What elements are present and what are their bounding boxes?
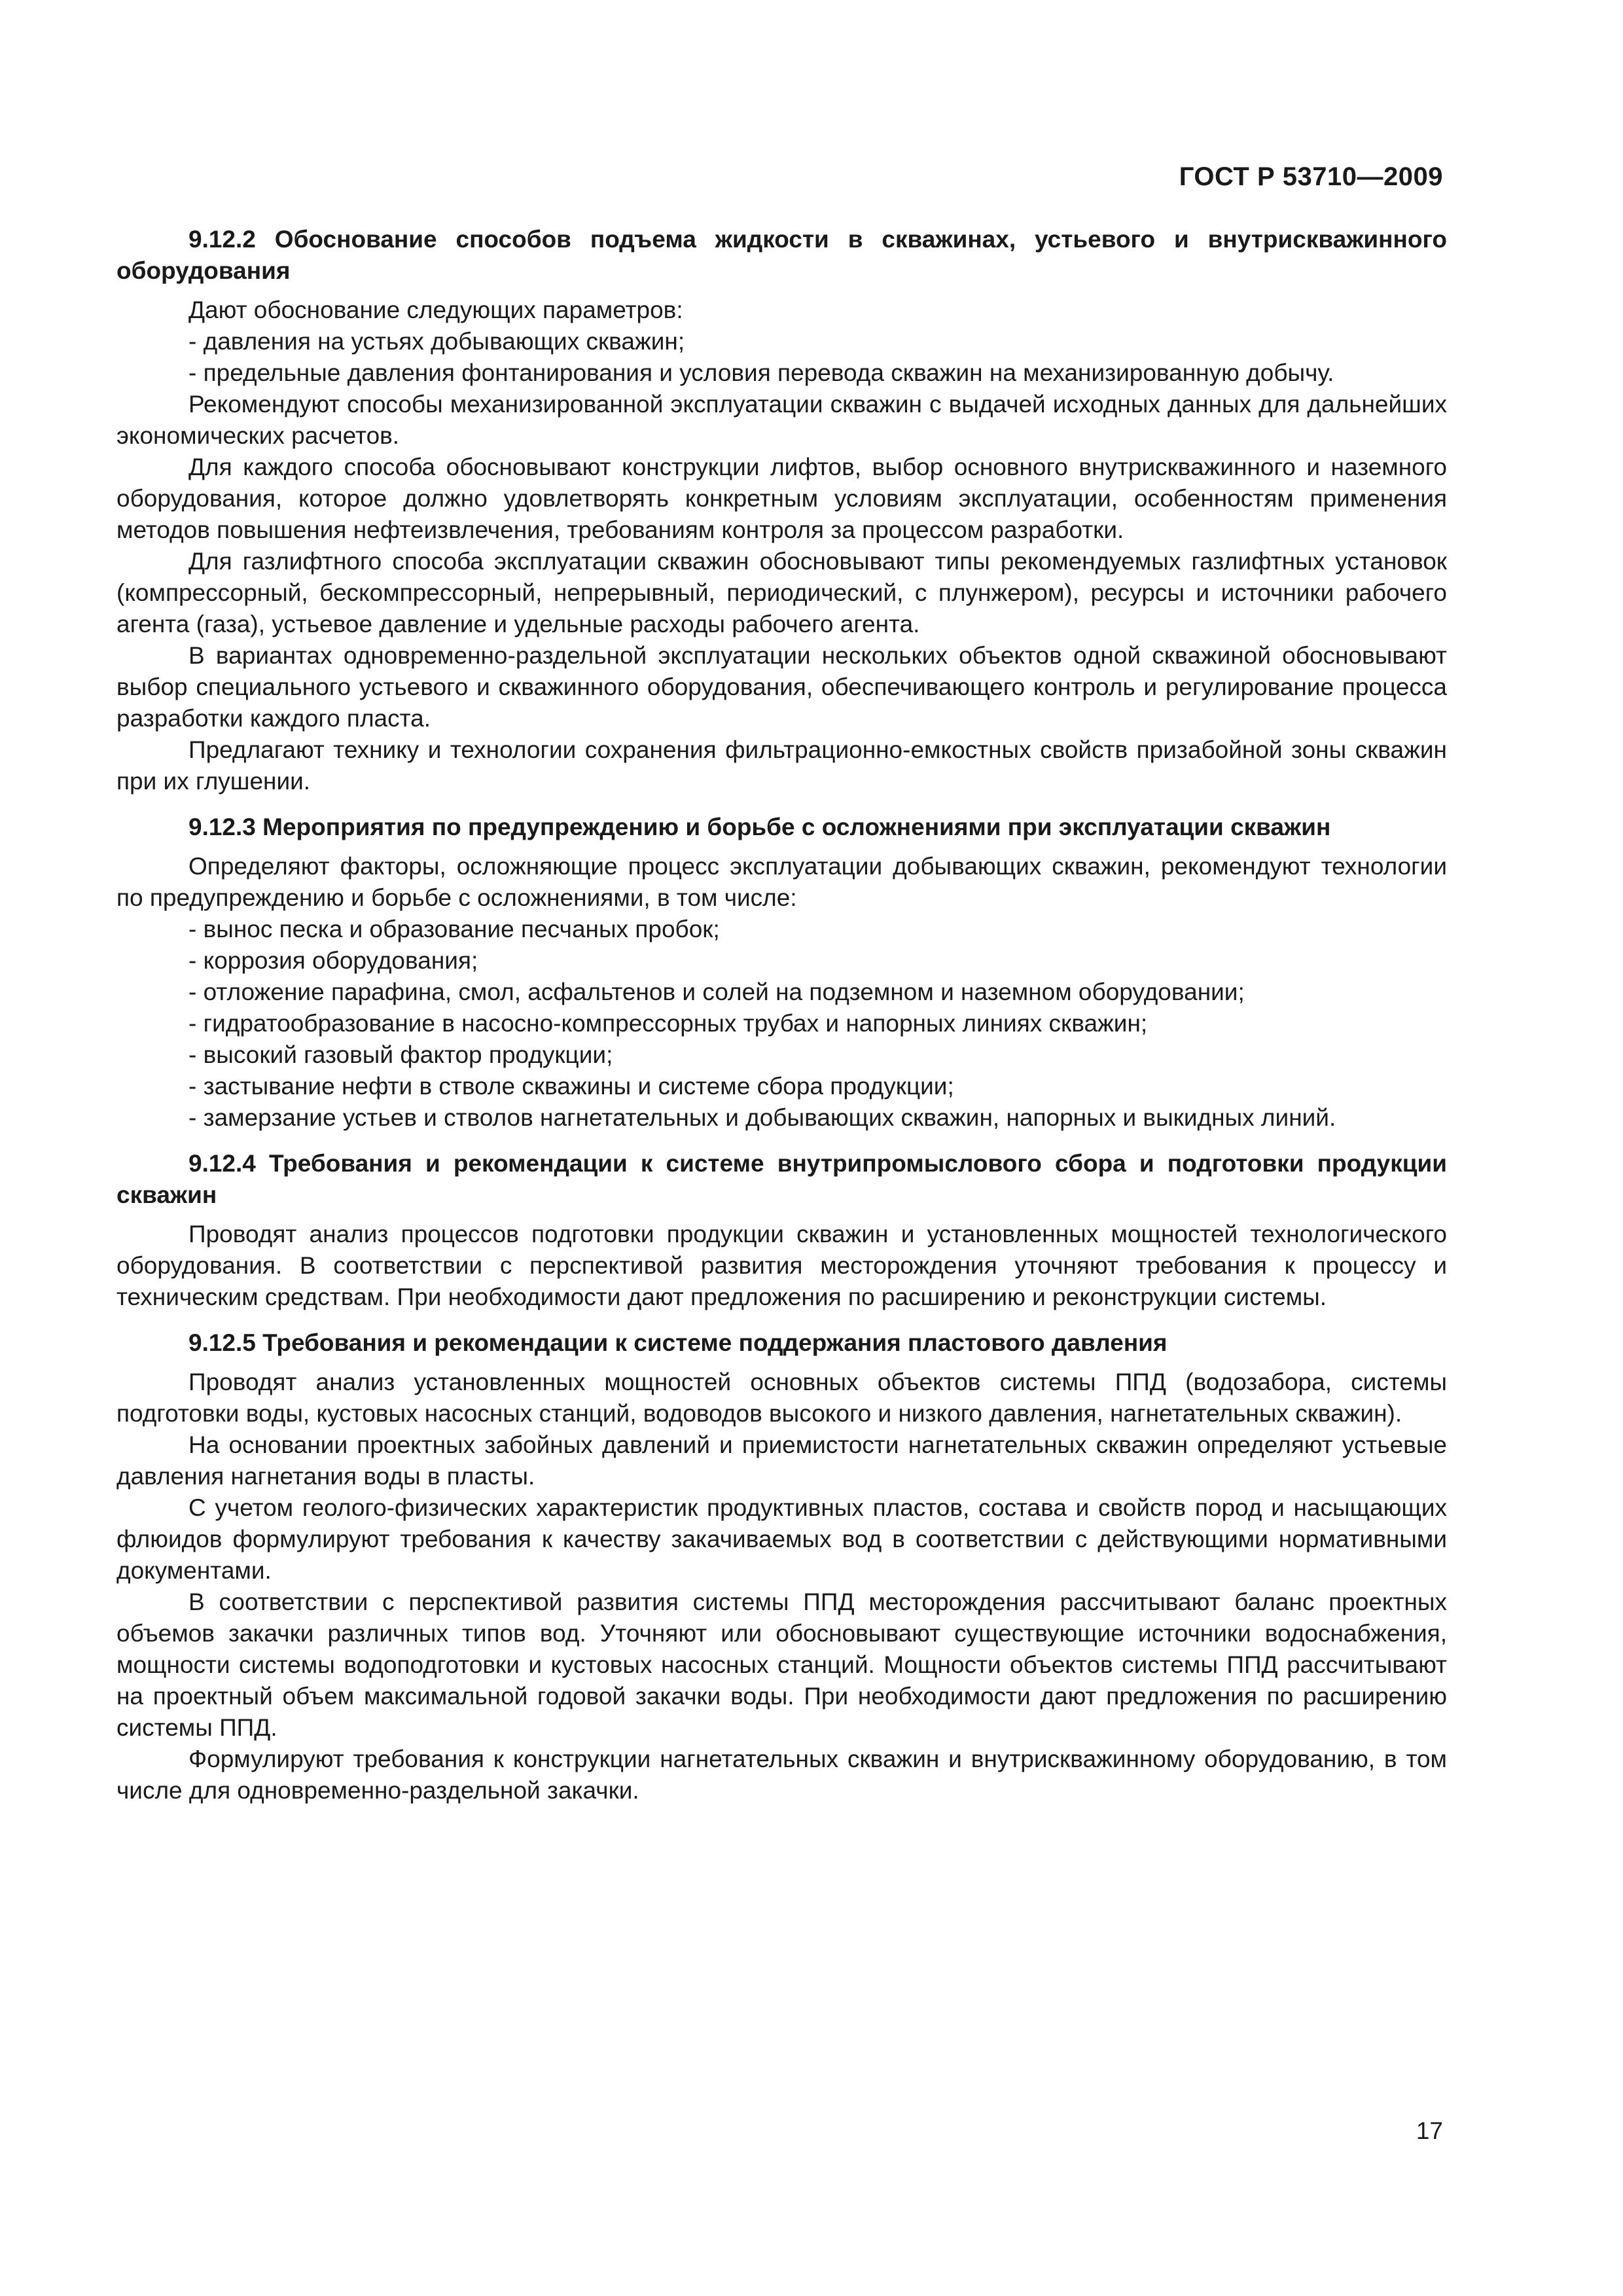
document-code-header: ГОСТ Р 53710—2009 — [1179, 162, 1443, 191]
paragraph: Проводят анализ процессов подготовки продукции скважин и установленных мощностей технологического оборудования. В соответствии с перспективой развития месторождения уточняют требования к процессу и техническим средствам. При необходимости дают предложения по расширению и реконструкции системы. — [116, 1221, 1447, 1310]
section-heading-9-12-4: 9.12.4 Требования и рекомендации к системе внутрипромыслового сбора и подготовки продукции скважин — [116, 1150, 1447, 1208]
list-item: - гидратообразование в насосно-компрессорных трубах и напорных линиях скважин; — [188, 1010, 1148, 1037]
paragraph: С учетом геолого-физических характеристик продуктивных пластов, состава и свойств пород и насыщающих флюидов формулируют требования к качеству закачиваемых вод в соответствии с действующими нормативными документами. — [116, 1494, 1447, 1584]
paragraph: В вариантах одновременно-раздельной эксплуатации нескольких объектов одной скважиной обосновывают выбор специального устьевого и скважинного оборудования, обеспечивающего контроль и регулирование процесса разработки каждого пласта. — [116, 642, 1447, 732]
paragraph: Дают обоснование следующих параметров: — [188, 296, 683, 323]
list-item: - отложение парафина, смол, асфальтенов и солей на подземном и наземном оборудовании; — [188, 978, 1245, 1005]
list-item: - давления на устьях добывающих скважин; — [188, 328, 685, 355]
list-item: - коррозия оборудования; — [188, 947, 478, 974]
section-heading-9-12-3: 9.12.3 Мероприятия по предупреждению и борьбе с осложнениями при эксплуатации скважин — [188, 814, 1331, 840]
paragraph: Для газлифтного способа эксплуатации скважин обосновывают типы рекомендуемых газлифтных установок (компрессорный, бескомпрессорный, непрерывный, периодический, с плунжером), ресурсы и источники рабочего агента (газа), устьевое давление и удельные расходы рабочего агента. — [116, 548, 1447, 637]
list-item: - замерзание устьев и стволов нагнетательных и добывающих скважин, напорных и выкидных линий. — [188, 1104, 1336, 1131]
paragraph: В соответствии с перспективой развития системы ППД месторождения рассчитывают баланс проектных объемов закачки различных типов вод. Уточняют или обосновывают существующие источники водоснабжения, мощности системы водоподготовки и кустовых насосных станций. Мощности объектов системы ППД рассчитывают на проектный объем максимальной годовой закачки воды. При необходимости дают предложения по расширению системы ППД. — [116, 1588, 1447, 1741]
list-item: - высокий газовый фактор продукции; — [188, 1041, 613, 1068]
document-body — [116, 224, 1447, 1806]
paragraph: Проводят анализ установленных мощностей основных объектов системы ППД (водозабора, системы подготовки воды, кустовых насосных станций, водоводов высокого и низкого давления, нагнетательных скважин). — [116, 1369, 1447, 1427]
page-number: 17 — [1416, 2117, 1443, 2144]
paragraph: На основании проектных забойных давлений и приемистости нагнетательных скважин определяют устьевые давления нагнетания воды в пласты. — [116, 1431, 1447, 1490]
section-heading-9-12-2: 9.12.2 Обоснование способов подъема жидкости в скважинах, устьевого и внутрискважинного оборудования — [116, 226, 1447, 284]
paragraph: Для каждого способа обосновывают конструкции лифтов, выбор основного внутрискважинного и наземного оборудования, которое должно удовлетворять конкретным условиям эксплуатации, особенностям применения методов повышения нефтеизвлечения, требованиям контроля за процессом разработки. — [116, 454, 1447, 543]
paragraph: Предлагают технику и технологии сохранения фильтрационно-емкостных свойств призабойной зоны скважин при их глушении. — [116, 736, 1447, 795]
list-item: - вынос песка и образование песчаных пробок; — [188, 916, 720, 942]
section-heading-9-12-5: 9.12.5 Требования и рекомендации к системе поддержания пластового давления — [188, 1329, 1168, 1356]
paragraph: Определяют факторы, осложняющие процесс эксплуатации добывающих скважин, рекомендуют технологии по предупреждению и борьбе с осложнениями, в том числе: — [116, 853, 1447, 911]
paragraph: Рекомендуют способы механизированной эксплуатации скважин с выдачей исходных данных для дальнейших экономических расчетов. — [116, 391, 1447, 449]
paragraph: Формулируют требования к конструкции нагнетательных скважин и внутрискважинному оборудованию, в том числе для одновременно-раздельной закачки. — [116, 1746, 1447, 1804]
list-item: - предельные давления фонтанирования и условия перевода скважин на механизированную добычу. — [188, 359, 1334, 386]
list-item: - застывание нефти в стволе скважины и системе сбора продукции; — [188, 1073, 954, 1100]
